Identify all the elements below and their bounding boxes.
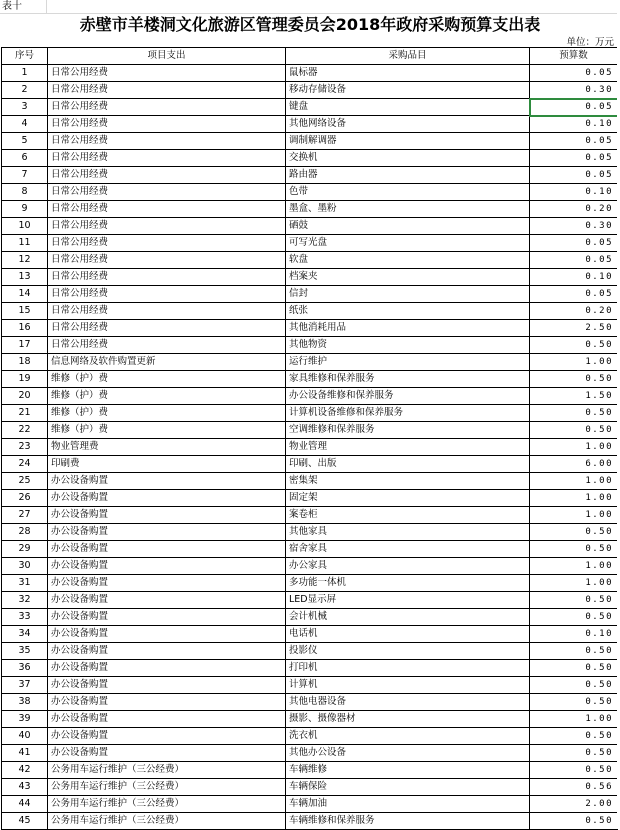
procurement-item-cell[interactable]: 投影仪	[286, 643, 530, 660]
header-amount[interactable]: 预算数	[530, 48, 618, 65]
project-expense-cell[interactable]: 办公设备购置	[48, 609, 286, 626]
project-expense-cell[interactable]: 日常公用经费	[48, 167, 286, 184]
row-number-cell[interactable]: 11	[2, 235, 48, 252]
project-expense-cell[interactable]: 办公设备购置	[48, 541, 286, 558]
table-row	[2, 490, 618, 507]
budget-amount-cell[interactable]: 0.05	[530, 65, 618, 82]
procurement-item-cell[interactable]: 会计机械	[286, 609, 530, 626]
budget-amount-cell[interactable]: 0.10	[530, 116, 618, 133]
procurement-item-cell[interactable]: 硒鼓	[286, 218, 530, 235]
project-expense-cell[interactable]: 公务用车运行维护（三公经费）	[48, 813, 286, 830]
sheet-gridline	[46, 0, 47, 14]
row-number-cell[interactable]: 43	[2, 779, 48, 796]
table-row	[2, 422, 618, 439]
row-number-cell[interactable]: 10	[2, 218, 48, 235]
budget-amount-cell[interactable]: 0.50	[530, 677, 618, 694]
procurement-item-cell[interactable]: 其他消耗用品	[286, 320, 530, 337]
project-expense-cell[interactable]: 日常公用经费	[48, 150, 286, 167]
table-row	[2, 660, 618, 677]
procurement-item-cell[interactable]: 车辆加油	[286, 796, 530, 813]
budget-amount-cell[interactable]: 0.50	[530, 541, 618, 558]
table-body	[2, 65, 618, 830]
project-expense-cell[interactable]: 日常公用经费	[48, 201, 286, 218]
table-row	[2, 184, 618, 201]
row-number-cell[interactable]: 42	[2, 762, 48, 779]
row-number-cell[interactable]: 44	[2, 796, 48, 813]
project-expense-cell[interactable]: 办公设备购置	[48, 643, 286, 660]
row-number-cell[interactable]: 17	[2, 337, 48, 354]
project-expense-cell[interactable]: 办公设备购置	[48, 558, 286, 575]
budget-amount-cell[interactable]: 0.10	[530, 626, 618, 643]
budget-table	[1, 47, 618, 830]
table-row	[2, 82, 618, 99]
budget-amount-cell[interactable]: 1.00	[530, 439, 618, 456]
project-expense-cell[interactable]: 办公设备购置	[48, 660, 286, 677]
row-number-cell[interactable]: 36	[2, 660, 48, 677]
procurement-item-cell[interactable]: 办公家具	[286, 558, 530, 575]
row-number-cell[interactable]: 30	[2, 558, 48, 575]
procurement-item-cell[interactable]: 密集架	[286, 473, 530, 490]
project-expense-cell[interactable]: 办公设备购置	[48, 694, 286, 711]
project-expense-cell[interactable]: 公务用车运行维护（三公经费）	[48, 762, 286, 779]
project-expense-cell[interactable]: 印刷费	[48, 456, 286, 473]
budget-amount-cell[interactable]: 0.20	[530, 201, 618, 218]
budget-amount-cell[interactable]: 0.20	[530, 303, 618, 320]
budget-amount-cell[interactable]: 0.50	[530, 762, 618, 779]
procurement-item-cell[interactable]: 其他物资	[286, 337, 530, 354]
project-expense-cell[interactable]: 办公设备购置	[48, 711, 286, 728]
procurement-item-cell[interactable]: 其他家具	[286, 524, 530, 541]
procurement-item-cell[interactable]: 空调维修和保养服务	[286, 422, 530, 439]
row-number-cell[interactable]: 15	[2, 303, 48, 320]
procurement-item-cell[interactable]: 车辆维修	[286, 762, 530, 779]
procurement-item-cell[interactable]: 电话机	[286, 626, 530, 643]
project-expense-cell[interactable]: 办公设备购置	[48, 592, 286, 609]
table-row	[2, 762, 618, 779]
unit-label[interactable]: 单位：万元	[566, 37, 614, 48]
procurement-item-cell[interactable]: 软盘	[286, 252, 530, 269]
procurement-item-cell[interactable]: 洗衣机	[286, 728, 530, 745]
budget-amount-cell[interactable]: 0.10	[530, 184, 618, 201]
row-number-cell[interactable]: 19	[2, 371, 48, 388]
procurement-item-cell[interactable]: 案卷柜	[286, 507, 530, 524]
row-number-cell[interactable]: 7	[2, 167, 48, 184]
budget-amount-cell[interactable]: 1.00	[530, 490, 618, 507]
project-expense-cell[interactable]: 日常公用经费	[48, 116, 286, 133]
procurement-item-cell[interactable]: 调制解调器	[286, 133, 530, 150]
table-row	[2, 694, 618, 711]
row-number-cell[interactable]: 39	[2, 711, 48, 728]
budget-amount-cell[interactable]: 0.50	[530, 609, 618, 626]
project-expense-cell[interactable]: 办公设备购置	[48, 677, 286, 694]
budget-amount-cell[interactable]: 0.50	[530, 592, 618, 609]
project-expense-cell[interactable]: 日常公用经费	[48, 133, 286, 150]
table-header-row	[2, 48, 618, 65]
table-row	[2, 592, 618, 609]
table-row	[2, 609, 618, 626]
row-number-cell[interactable]: 38	[2, 694, 48, 711]
table-row	[2, 320, 618, 337]
table-row	[2, 541, 618, 558]
row-number-cell[interactable]: 5	[2, 133, 48, 150]
project-expense-cell[interactable]: 日常公用经费	[48, 218, 286, 235]
table-number-label[interactable]: 表十	[2, 1, 22, 12]
procurement-item-cell[interactable]: 鼠标器	[286, 65, 530, 82]
row-number-cell[interactable]: 45	[2, 813, 48, 830]
procurement-item-cell[interactable]: 墨盒、墨粉	[286, 201, 530, 218]
procurement-item-cell[interactable]: 宿舍家具	[286, 541, 530, 558]
row-number-cell[interactable]: 37	[2, 677, 48, 694]
table-row	[2, 507, 618, 524]
row-number-cell[interactable]: 27	[2, 507, 48, 524]
table-row	[2, 167, 618, 184]
row-number-cell[interactable]: 33	[2, 609, 48, 626]
table-row	[2, 456, 618, 473]
project-expense-cell[interactable]: 维修（护）费	[48, 388, 286, 405]
table-row	[2, 626, 618, 643]
procurement-item-cell[interactable]: 其他办公设备	[286, 745, 530, 762]
procurement-item-cell[interactable]: 交换机	[286, 150, 530, 167]
table-row	[2, 711, 618, 728]
table-row	[2, 728, 618, 745]
row-number-cell[interactable]: 28	[2, 524, 48, 541]
procurement-item-cell[interactable]: 其他网络设备	[286, 116, 530, 133]
budget-amount-cell[interactable]: 0.50	[530, 643, 618, 660]
budget-amount-cell[interactable]: 0.05	[530, 150, 618, 167]
procurement-item-cell[interactable]: 计算机	[286, 677, 530, 694]
table-row	[2, 643, 618, 660]
project-expense-cell[interactable]: 办公设备购置	[48, 473, 286, 490]
table-row	[2, 745, 618, 762]
project-expense-cell[interactable]: 日常公用经费	[48, 286, 286, 303]
project-expense-cell[interactable]: 日常公用经费	[48, 235, 286, 252]
procurement-item-cell[interactable]: 打印机	[286, 660, 530, 677]
budget-amount-cell[interactable]: 1.50	[530, 388, 618, 405]
budget-amount-cell[interactable]: 0.10	[530, 269, 618, 286]
budget-amount-cell[interactable]: 0.50	[530, 728, 618, 745]
project-expense-cell[interactable]: 日常公用经费	[48, 65, 286, 82]
budget-amount-cell[interactable]: 1.00	[530, 558, 618, 575]
budget-amount-cell[interactable]: 0.30	[530, 218, 618, 235]
project-expense-cell[interactable]: 办公设备购置	[48, 575, 286, 592]
procurement-item-cell[interactable]: 摄影、摄像器材	[286, 711, 530, 728]
budget-amount-cell[interactable]: 0.05	[530, 167, 618, 184]
row-number-cell[interactable]: 32	[2, 592, 48, 609]
project-expense-cell[interactable]: 日常公用经费	[48, 252, 286, 269]
project-expense-cell[interactable]: 维修（护）费	[48, 405, 286, 422]
row-number-cell[interactable]: 23	[2, 439, 48, 456]
table-row	[2, 779, 618, 796]
procurement-item-cell[interactable]: 运行维护	[286, 354, 530, 371]
procurement-item-cell[interactable]: LED显示屏	[286, 592, 530, 609]
header-item[interactable]: 项目支出	[48, 48, 286, 65]
row-number-cell[interactable]: 31	[2, 575, 48, 592]
row-number-cell[interactable]: 35	[2, 643, 48, 660]
budget-amount-cell[interactable]: 2.00	[530, 796, 618, 813]
project-expense-cell[interactable]: 日常公用经费	[48, 82, 286, 99]
project-expense-cell[interactable]: 公务用车运行维护（三公经费）	[48, 779, 286, 796]
row-number-cell[interactable]: 13	[2, 269, 48, 286]
table-row	[2, 235, 618, 252]
row-number-cell[interactable]: 6	[2, 150, 48, 167]
row-number-cell[interactable]: 22	[2, 422, 48, 439]
project-expense-cell[interactable]: 办公设备购置	[48, 490, 286, 507]
procurement-item-cell[interactable]: 路由器	[286, 167, 530, 184]
procurement-item-cell[interactable]: 办公设备维修和保养服务	[286, 388, 530, 405]
procurement-item-cell[interactable]: 计算机设备维修和保养服务	[286, 405, 530, 422]
table-row	[2, 116, 618, 133]
table-row	[2, 388, 618, 405]
procurement-item-cell[interactable]: 色带	[286, 184, 530, 201]
table-row	[2, 575, 618, 592]
table-row	[2, 99, 618, 116]
table-row	[2, 371, 618, 388]
procurement-item-cell[interactable]: 家具维修和保养服务	[286, 371, 530, 388]
budget-amount-cell[interactable]: 0.05	[530, 286, 618, 303]
table-row	[2, 558, 618, 575]
row-number-cell[interactable]: 1	[2, 65, 48, 82]
budget-amount-cell[interactable]: 0.05	[530, 133, 618, 150]
procurement-item-cell[interactable]: 档案夹	[286, 269, 530, 286]
budget-amount-cell[interactable]: 0.50	[530, 694, 618, 711]
budget-amount-cell[interactable]: 1.00	[530, 354, 618, 371]
budget-amount-cell[interactable]: 0.50	[530, 745, 618, 762]
project-expense-cell[interactable]: 办公设备购置	[48, 745, 286, 762]
table-row	[2, 65, 618, 82]
procurement-item-cell[interactable]: 可写光盘	[286, 235, 530, 252]
table-row	[2, 252, 618, 269]
procurement-item-cell[interactable]: 车辆保险	[286, 779, 530, 796]
row-number-cell[interactable]: 25	[2, 473, 48, 490]
table-row	[2, 677, 618, 694]
row-number-cell[interactable]: 3	[2, 99, 48, 116]
row-number-cell[interactable]: 34	[2, 626, 48, 643]
table-row	[2, 133, 618, 150]
procurement-item-cell[interactable]: 其他电器设备	[286, 694, 530, 711]
table-row	[2, 354, 618, 371]
row-number-cell[interactable]: 14	[2, 286, 48, 303]
procurement-item-cell[interactable]: 固定架	[286, 490, 530, 507]
row-number-cell[interactable]: 40	[2, 728, 48, 745]
row-number-cell[interactable]: 4	[2, 116, 48, 133]
project-expense-cell[interactable]: 维修（护）费	[48, 422, 286, 439]
row-number-cell[interactable]: 26	[2, 490, 48, 507]
row-number-cell[interactable]: 21	[2, 405, 48, 422]
project-expense-cell[interactable]: 办公设备购置	[48, 626, 286, 643]
row-number-cell[interactable]: 24	[2, 456, 48, 473]
row-number-cell[interactable]: 29	[2, 541, 48, 558]
budget-amount-cell[interactable]: 1.00	[530, 575, 618, 592]
table-row	[2, 150, 618, 167]
budget-amount-cell[interactable]: 0.50	[530, 422, 618, 439]
table-row	[2, 524, 618, 541]
row-number-cell[interactable]: 20	[2, 388, 48, 405]
project-expense-cell[interactable]: 日常公用经费	[48, 99, 286, 116]
page-title[interactable]: 赤壁市羊楼洞文化旅游区管理委员会2018年政府采购预算支出表	[79, 15, 541, 34]
budget-amount-cell[interactable]: 2.50	[530, 320, 618, 337]
project-expense-cell[interactable]: 办公设备购置	[48, 524, 286, 541]
table-row	[2, 473, 618, 490]
procurement-item-cell[interactable]: 车辆维修和保养服务	[286, 813, 530, 830]
budget-amount-cell[interactable]: 0.56	[530, 779, 618, 796]
header-no[interactable]: 序号	[2, 48, 48, 65]
row-number-cell[interactable]: 12	[2, 252, 48, 269]
table-row	[2, 337, 618, 354]
row-number-cell[interactable]: 9	[2, 201, 48, 218]
table-row	[2, 303, 618, 320]
budget-amount-cell[interactable]: 0.50	[530, 371, 618, 388]
procurement-item-cell[interactable]: 物业管理	[286, 439, 530, 456]
procurement-item-cell[interactable]: 纸张	[286, 303, 530, 320]
budget-amount-cell[interactable]: 0.50	[530, 524, 618, 541]
table-row	[2, 269, 618, 286]
budget-amount-cell[interactable]: 0.50	[530, 813, 618, 830]
row-number-cell[interactable]: 16	[2, 320, 48, 337]
project-expense-cell[interactable]: 日常公用经费	[48, 320, 286, 337]
project-expense-cell[interactable]: 日常公用经费	[48, 269, 286, 286]
row-number-cell[interactable]: 2	[2, 82, 48, 99]
project-expense-cell[interactable]: 维修（护）费	[48, 371, 286, 388]
procurement-item-cell[interactable]: 信封	[286, 286, 530, 303]
procurement-item-cell[interactable]: 键盘	[286, 99, 530, 116]
row-number-cell[interactable]: 41	[2, 745, 48, 762]
budget-amount-cell[interactable]: 0.05	[530, 235, 618, 252]
table-row	[2, 813, 618, 830]
budget-amount-cell[interactable]: 0.50	[530, 337, 618, 354]
project-expense-cell[interactable]: 物业管理费	[48, 439, 286, 456]
row-number-cell[interactable]: 8	[2, 184, 48, 201]
procurement-item-cell[interactable]: 移动存储设备	[286, 82, 530, 99]
procurement-item-cell[interactable]: 印刷、出版	[286, 456, 530, 473]
budget-amount-cell[interactable]: 0.50	[530, 660, 618, 677]
project-expense-cell[interactable]: 办公设备购置	[48, 507, 286, 524]
table-row	[2, 218, 618, 235]
budget-amount-cell[interactable]: 6.00	[530, 456, 618, 473]
budget-amount-cell[interactable]: 0.05	[530, 99, 618, 116]
project-expense-cell[interactable]: 办公设备购置	[48, 728, 286, 745]
table-row	[2, 439, 618, 456]
table-row	[2, 201, 618, 218]
project-expense-cell[interactable]: 日常公用经费	[48, 337, 286, 354]
table-row	[2, 405, 618, 422]
budget-amount-cell[interactable]: 0.50	[530, 405, 618, 422]
budget-amount-cell[interactable]: 0.30	[530, 82, 618, 99]
budget-amount-cell[interactable]: 0.05	[530, 252, 618, 269]
project-expense-cell[interactable]: 信息网络及软件购置更新	[48, 354, 286, 371]
header-procurement[interactable]: 采购品目	[286, 48, 530, 65]
project-expense-cell[interactable]: 日常公用经费	[48, 184, 286, 201]
row-number-cell[interactable]: 18	[2, 354, 48, 371]
budget-amount-cell[interactable]: 1.00	[530, 711, 618, 728]
table-row	[2, 286, 618, 303]
project-expense-cell[interactable]: 公务用车运行维护（三公经费）	[48, 796, 286, 813]
budget-amount-cell[interactable]: 1.00	[530, 507, 618, 524]
table-row	[2, 796, 618, 813]
project-expense-cell[interactable]: 日常公用经费	[48, 303, 286, 320]
budget-amount-cell[interactable]: 1.00	[530, 473, 618, 490]
procurement-item-cell[interactable]: 多功能一体机	[286, 575, 530, 592]
